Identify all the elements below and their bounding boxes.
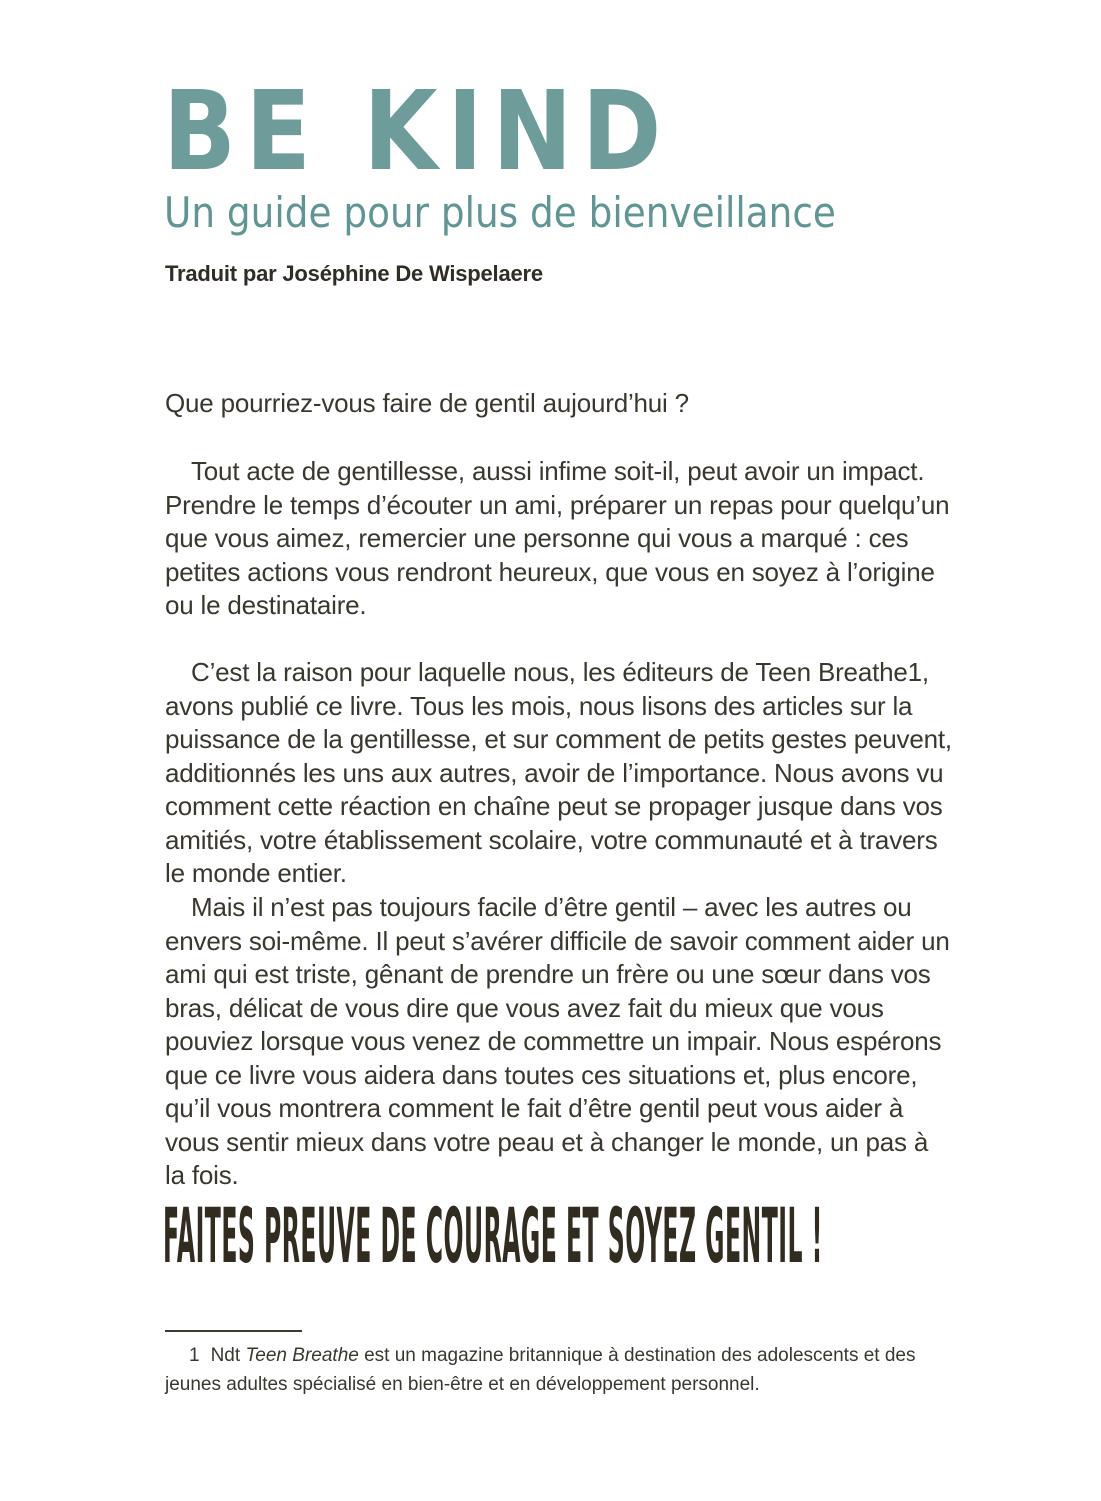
callout-heading: FAITES PREUVE DE COURAGE ET SOYEZ GENTIL ! <box>163 1191 823 1280</box>
intro-question: Que pourriez-vous faire de gentil aujourd’hui ? <box>165 388 689 418</box>
body-paragraph: Tout acte de gentillesse, aussi infime soit-il, peut avoir un impact. Prendre le temps d’écouter un ami, préparer un repas pour quelqu’un que vous aimez, remercier une personne qui vous a marqué : ces petites actions vous rendront heureux, que vous en soyez à l’origine ou le destinataire. <box>165 456 950 620</box>
footnote <box>165 1341 955 1399</box>
footnote-work-title: Teen Breathe <box>245 1345 359 1366</box>
footnote-divider <box>165 1330 302 1332</box>
footnote-marker: 1 <box>189 1345 200 1366</box>
page-subtitle: Un guide pour plus de bienveillance <box>164 188 836 237</box>
body-paragraph: Mais il n’est pas toujours facile d’être gentil – avec les autres ou envers soi-même. Il peut s’avérer difficile de savoir comment aider un ami qui est triste, gênant de prendre un frère ou une sœur dans vos bras, délicat de vous dire que vous avez fait du mieux que vous pouviez lorsque vous venez de commettre un impair. Nous espérons que ce livre vous aidera dans toutes ces situations et, plus encore, qu’il vous montrera comment le fait d’être gentil peut vous aider à vous sentir mieux dans votre peau et à changer le monde, un pas à la fois. <box>165 892 950 1190</box>
page-title: BE KIND <box>163 67 671 195</box>
footnote-prefix: Ndt <box>210 1345 246 1366</box>
body-paragraph: C’est la raison pour laquelle nous, les éditeurs de Teen Breathe1, avons publié ce livre. Tous les mois, nous lisons des articles sur la puissance de la gentillesse, et sur comment de petits gestes peuvent, additionnés les uns aux autres, avoir de l’importance. Nous avons vu comment cette réaction en chaîne peut se propager jusque dans vos amitiés, votre établissement scolaire, votre communauté et à travers le monde entier. <box>165 657 952 888</box>
footnote-text: est un magazine britannique à destination des adolescents et des jeunes adultes spécialisé en bien-être et en développement personnel. <box>165 1345 916 1395</box>
byline: Traduit par Joséphine De Wispelaere <box>165 261 543 286</box>
